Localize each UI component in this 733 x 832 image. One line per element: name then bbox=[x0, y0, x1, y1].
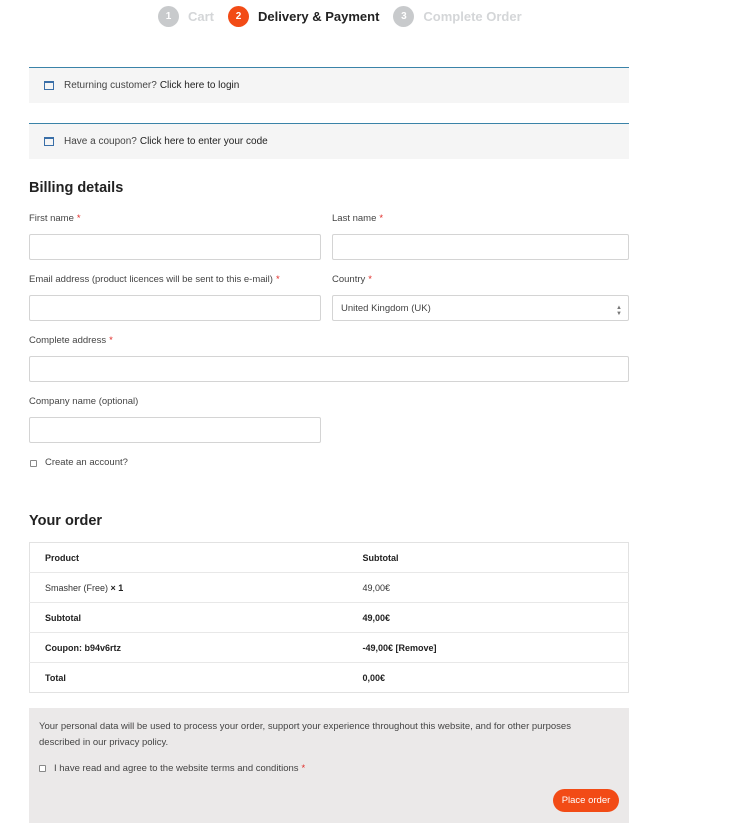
coupon-cell bbox=[354, 633, 629, 663]
required-mark: * bbox=[109, 335, 113, 346]
step-cart[interactable] bbox=[158, 6, 214, 27]
payment-box bbox=[29, 708, 629, 823]
subtotal-header: Subtotal bbox=[354, 543, 629, 573]
create-account-checkbox[interactable] bbox=[30, 460, 37, 467]
first-name-label bbox=[29, 213, 81, 224]
address-label bbox=[29, 335, 113, 346]
checkout-steps bbox=[158, 5, 536, 27]
order-title: Your order bbox=[29, 513, 103, 529]
login-notice bbox=[29, 67, 629, 103]
country-label bbox=[332, 274, 372, 285]
required-mark: * bbox=[301, 763, 306, 774]
address-input[interactable] bbox=[29, 356, 629, 382]
coupon-notice bbox=[29, 123, 629, 159]
first-name-input[interactable] bbox=[29, 234, 321, 260]
country-select[interactable] bbox=[332, 295, 629, 321]
step-label: Complete Order bbox=[423, 8, 522, 24]
table-row bbox=[30, 573, 629, 603]
create-account-label: Create an account? bbox=[45, 457, 128, 468]
company-input[interactable] bbox=[29, 417, 321, 443]
coupon-value: -49,00€ bbox=[362, 642, 394, 653]
step-complete-order bbox=[393, 6, 521, 27]
table-header-row bbox=[30, 543, 629, 573]
window-icon bbox=[44, 81, 54, 90]
step-number: 2 bbox=[228, 6, 249, 27]
billing-title: Billing details bbox=[29, 180, 124, 196]
table-row bbox=[30, 633, 629, 663]
subtotal-value: 49,00€ bbox=[354, 603, 629, 633]
step-label: Cart bbox=[188, 8, 215, 24]
step-label: Delivery & Payment bbox=[258, 8, 380, 24]
privacy-text: Your personal data will be used to process your order, support your experience throughout this website, and for other purposes described in our privacy policy. bbox=[39, 721, 571, 748]
email-label-text: Email address (product licences will be sent to this e-mail) bbox=[29, 274, 273, 285]
caret-down-icon: ▲ ▼ bbox=[616, 305, 622, 317]
remove-coupon-link[interactable]: [Remove] bbox=[395, 642, 437, 653]
email-input[interactable] bbox=[29, 295, 321, 321]
terms-label-text: I have read and agree to the website terms and conditions bbox=[54, 763, 299, 774]
email-label bbox=[29, 274, 280, 285]
step-delivery-payment bbox=[228, 6, 379, 27]
total-label: Total bbox=[45, 672, 66, 683]
login-notice-text: Returning customer? bbox=[64, 80, 157, 91]
product-header: Product bbox=[30, 543, 354, 573]
required-mark: * bbox=[76, 213, 81, 224]
required-mark: * bbox=[275, 274, 280, 285]
company-label: Company name (optional) bbox=[29, 396, 139, 407]
total-value: 0,00€ bbox=[362, 672, 386, 683]
table-row bbox=[30, 663, 629, 693]
required-mark: * bbox=[368, 274, 372, 285]
coupon-label: Coupon: b94v6rtz bbox=[30, 633, 354, 663]
last-name-label-text: Last name bbox=[332, 213, 377, 224]
place-order-button[interactable]: Place order bbox=[553, 789, 619, 812]
step-number: 3 bbox=[393, 6, 414, 27]
country-label-text: Country bbox=[332, 274, 366, 285]
product-name: Smasher (Free) bbox=[45, 582, 109, 593]
subtotal-label: Subtotal bbox=[30, 603, 354, 633]
product-price: 49,00€ bbox=[354, 573, 629, 603]
step-number: 1 bbox=[158, 6, 179, 27]
product-cell bbox=[30, 573, 354, 603]
login-link[interactable]: Click here to login bbox=[159, 80, 240, 91]
last-name-input[interactable] bbox=[332, 234, 629, 260]
required-mark: * bbox=[379, 213, 384, 224]
country-value: United Kingdom (UK) bbox=[341, 302, 431, 314]
order-table bbox=[29, 542, 629, 693]
coupon-link[interactable]: Click here to enter your code bbox=[139, 136, 268, 147]
table-row bbox=[30, 603, 629, 633]
address-label-text: Complete address bbox=[29, 335, 107, 346]
first-name-label-text: First name bbox=[29, 213, 74, 224]
product-qty: × 1 bbox=[110, 582, 124, 593]
terms-checkbox[interactable] bbox=[39, 765, 46, 772]
coupon-notice-text: Have a coupon? bbox=[64, 136, 137, 147]
last-name-label bbox=[332, 213, 383, 224]
terms-label bbox=[54, 763, 305, 774]
window-icon bbox=[44, 137, 54, 146]
